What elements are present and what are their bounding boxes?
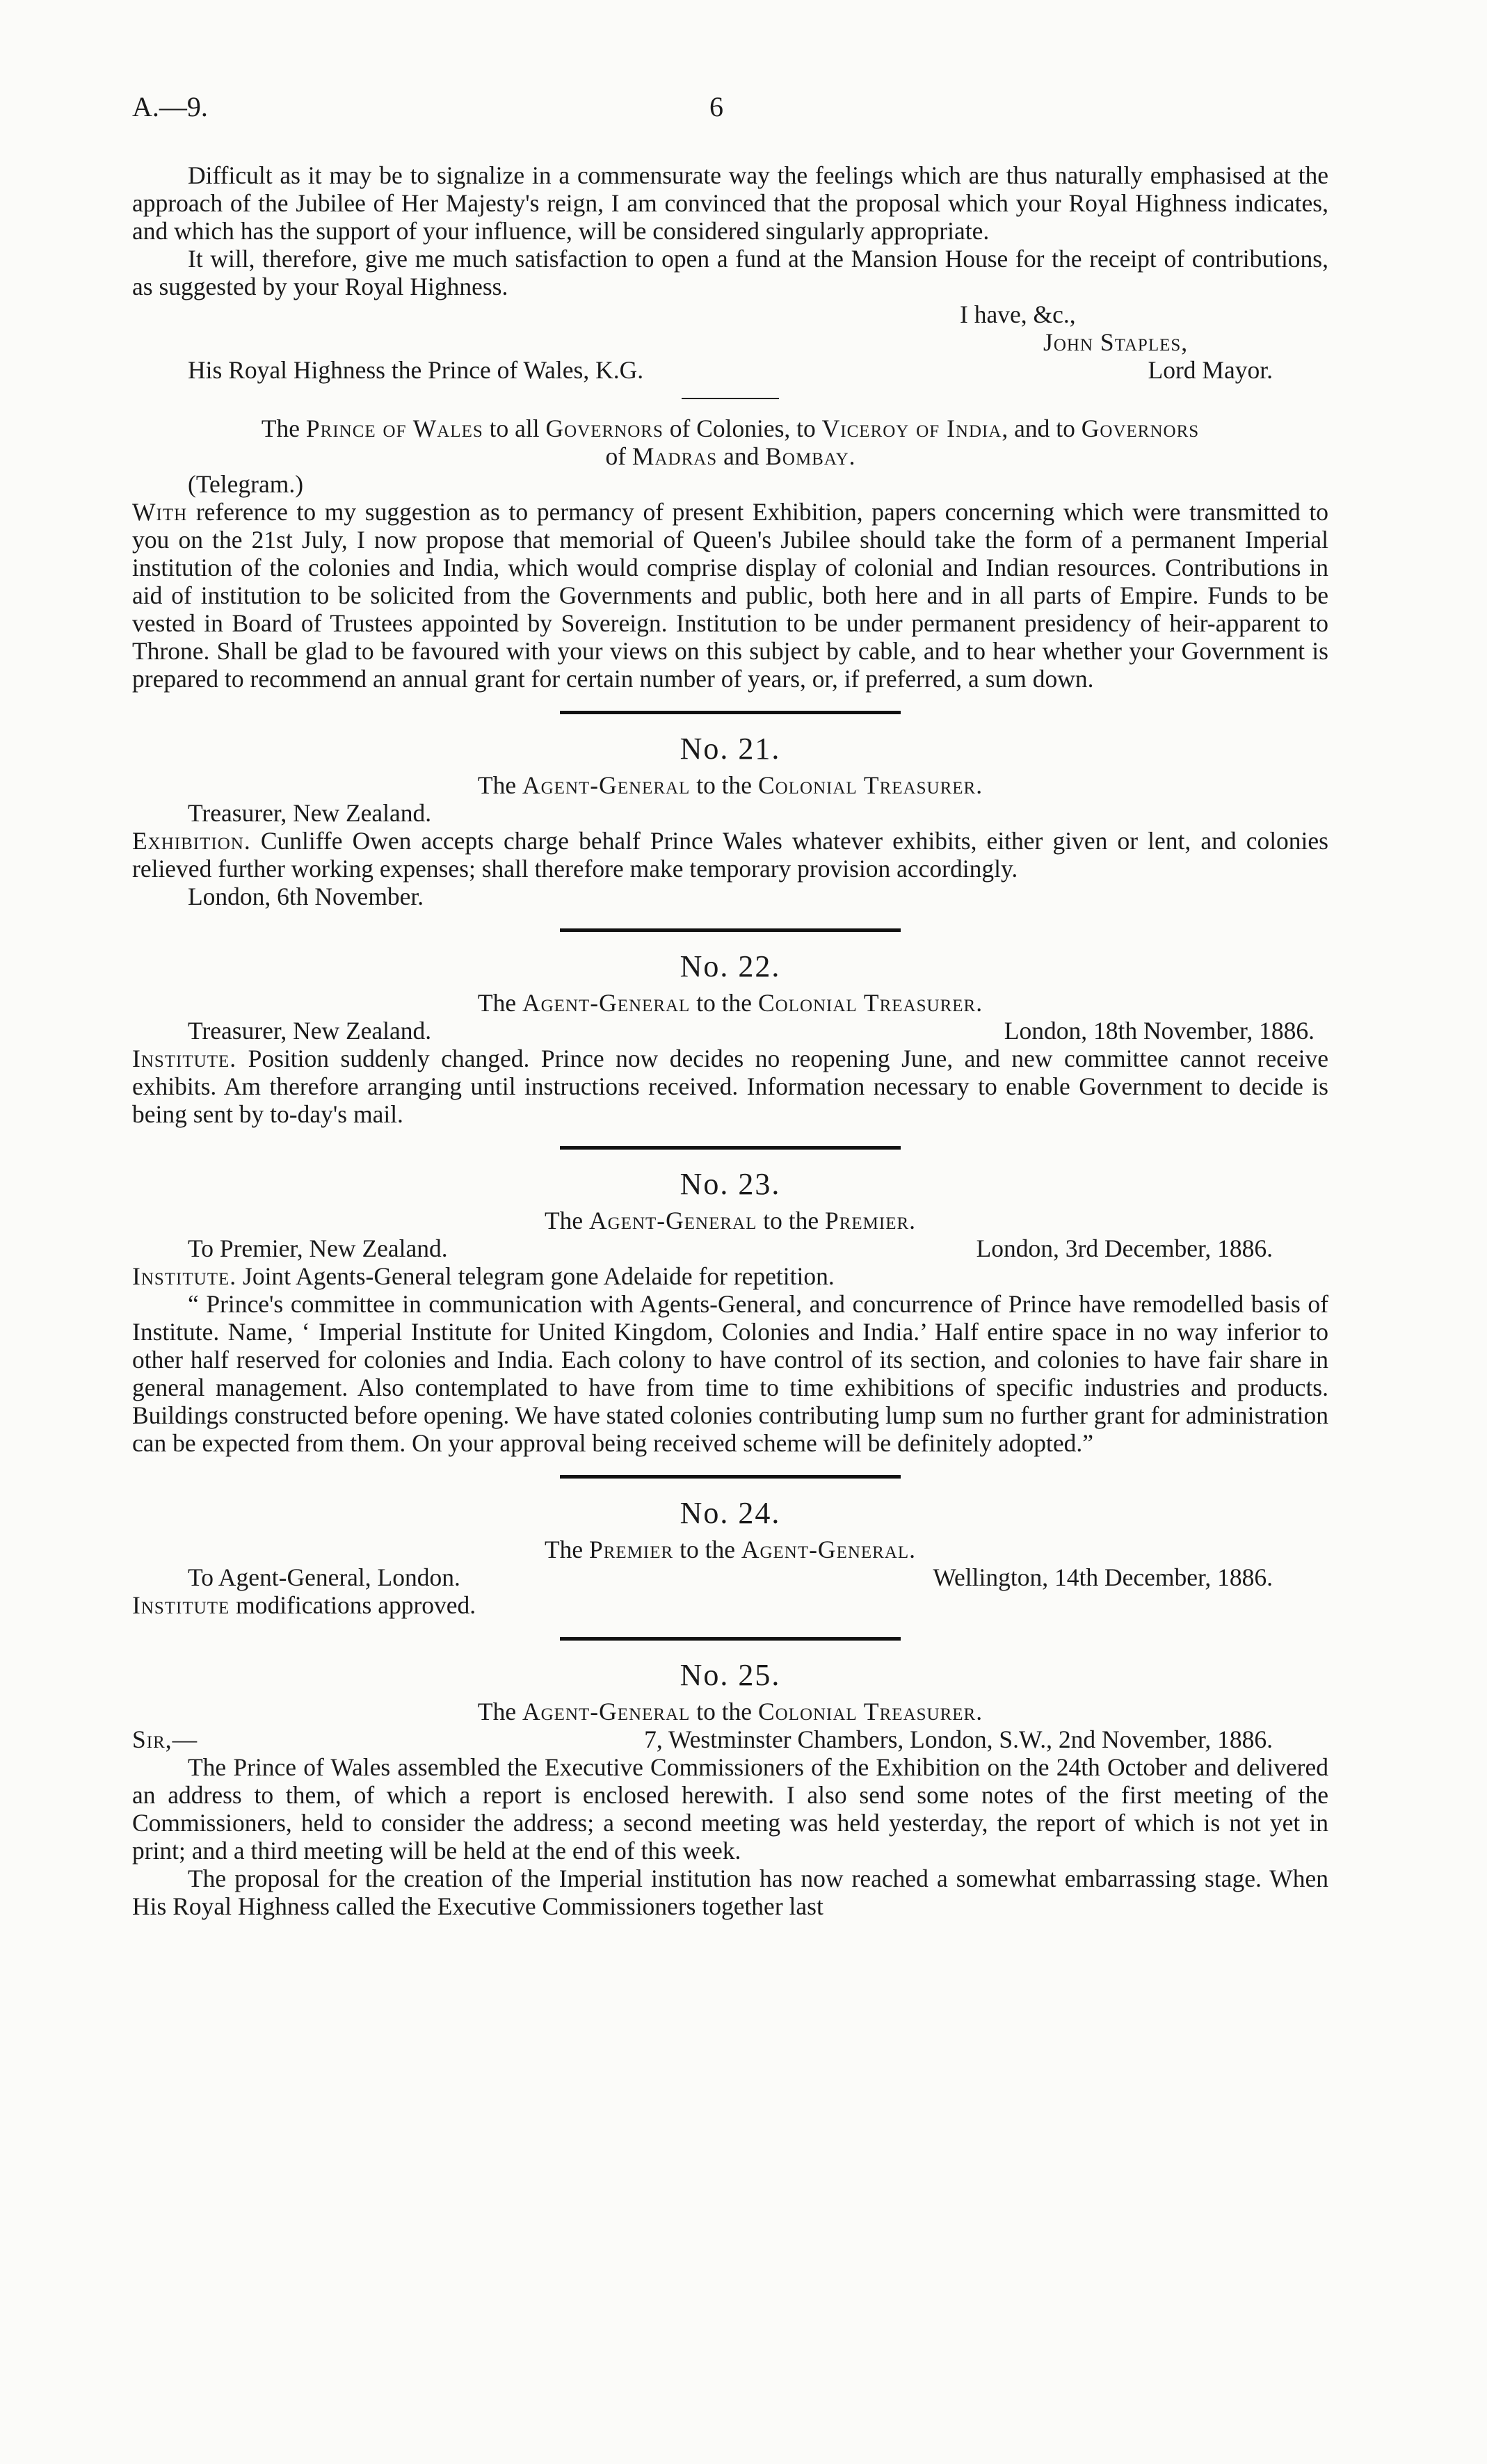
section-21-place-date: London, 6th November. xyxy=(188,883,424,910)
letter-signatory: John Staples, xyxy=(1043,328,1189,356)
page-content xyxy=(132,161,1328,1920)
letter-addressee: His Royal Highness the Prince of Wales, K.G. xyxy=(188,356,644,384)
telegram-label: (Telegram.) xyxy=(188,470,304,498)
section-25-subtitle: The Agent-General to the Colonial Treasurer. xyxy=(477,1698,983,1725)
section-23-body-1: Institute. Joint Agents-General telegram gone Adelaide for repetition. xyxy=(132,1262,835,1290)
section-24-address-row xyxy=(132,1563,1328,1591)
section-23-recipient: To Premier, New Zealand. xyxy=(188,1234,448,1262)
letter-closing: I have, &c., xyxy=(960,300,1076,328)
section-22-subtitle: The Agent-General to the Colonial Treasurer. xyxy=(477,989,983,1017)
telegram-body: With reference to my suggestion as to permancy of present Exhibition, papers concerning which were transmitted to you on the 21st July, I now propose that memorial of Queen's Jubilee should take the form of a permanent Imperial institution of the colonies and India, which would comprise display of colonial and Indian resources. Contributions in aid of institution to be solicited from the Governments and public, both here and in all parts of Empire. Funds to be vested in Board of Trustees appointed by Sovereign. Institution to be under permanent presidency of heir-apparent to Throne. Shall be glad to be favoured with your views on this subject by cable, and to hear whether your Government is prepared to recommend an annual grant for certain number of years, or, if preferred, a sum down. xyxy=(132,498,1328,693)
section-number-25: No. 25. xyxy=(680,1658,781,1692)
document-code: A.—9. xyxy=(132,91,208,122)
section-25-address-date: 7, Westminster Chambers, London, S.W., 2nd November, 1886. xyxy=(644,1725,1273,1753)
section-25-address-row xyxy=(132,1725,1328,1753)
section-22-body: Institute. Position suddenly changed. Prince now decides no reopening June, and new committee cannot receive exhibits. Am therefore arranging until instructions received. Information necessary to enable Government to decide is being sent by to-day's mail. xyxy=(132,1045,1328,1128)
section-21-recipient: Treasurer, New Zealand. xyxy=(188,799,432,827)
section-divider xyxy=(560,1475,901,1479)
section-23-subtitle: The Agent-General to the Premier. xyxy=(544,1207,917,1234)
section-25-salutation: Sir,— xyxy=(132,1725,198,1753)
telegram-heading-line2: of Madras and Bombay. xyxy=(605,442,855,470)
section-divider xyxy=(560,711,901,714)
section-divider xyxy=(560,1146,901,1150)
section-21-body: Exhibition. Cunliffe Owen accepts charge behalf Prince Wales whatever exhibits, either given or lent, and colonies relieved further working expenses; shall therefore make temporary provision accordingly. xyxy=(132,827,1328,883)
section-24-recipient: To Agent-General, London. xyxy=(188,1563,460,1591)
letter-paragraph-1: Difficult as it may be to signalize in a commensurate way the feelings which are thus naturally emphasised at the approach of the Jubilee of Her Majesty's reign, I am convinced that the proposal which your Royal Highness indicates, and which has the support of your influence, will be considered singularly appropriate. xyxy=(132,161,1328,245)
section-number-24: No. 24. xyxy=(680,1496,781,1530)
section-22-recipient: Treasurer, New Zealand. xyxy=(188,1017,432,1045)
section-25-paragraph-1: The Prince of Wales assembled the Executive Commissioners of the Exhibition on the 24th October and delivered an address to them, of which a report is enclosed herewith. I also send some notes of the first meeting of the Commissioners, held to consider the address; a second meeting was held yesterday, the report of which is not yet in print; and a third meeting will be held at the end of this week. xyxy=(132,1753,1328,1865)
section-22-place-date: London, 18th November, 1886. xyxy=(1004,1017,1315,1045)
section-24-subtitle: The Premier to the Agent-General. xyxy=(544,1536,917,1563)
letter-paragraph-2: It will, therefore, give me much satisfaction to open a fund at the Mansion House for the receipt of contributions, as suggested by your Royal Highness. xyxy=(132,245,1328,300)
section-number-21: No. 21. xyxy=(680,732,781,766)
letter-footer-row xyxy=(132,356,1328,384)
section-number-23: No. 23. xyxy=(680,1167,781,1201)
letter-signatory-title: Lord Mayor. xyxy=(1148,356,1273,384)
section-21-subtitle: The Agent-General to the Colonial Treasurer. xyxy=(477,771,983,799)
section-24-body: Institute modifications approved. xyxy=(132,1591,476,1619)
page-header xyxy=(132,90,1355,132)
section-divider xyxy=(560,1637,901,1641)
section-22-address-row xyxy=(132,1017,1328,1045)
telegram-heading: The Prince of Wales to all Governors of Colonies, to Viceroy of India, and to Governors xyxy=(261,414,1200,442)
section-24-place-date: Wellington, 14th December, 1886. xyxy=(933,1563,1273,1591)
section-23-address-row xyxy=(132,1234,1328,1262)
section-25-paragraph-2: The proposal for the creation of the Imperial institution has now reached a somewhat embarrassing stage. When His Royal Highness called the Executive Commissioners together last xyxy=(132,1865,1328,1920)
page-number: 6 xyxy=(709,91,723,122)
section-divider xyxy=(560,928,901,932)
section-23-body-2: “ Prince's committee in communication with Agents-General, and concurrence of Prince have remodelled basis of Institute. Name, ‘ Imperial Institute for United Kingdom, Colonies and India.’ Half entire space in no way inferior to other half reserved for colonies and India. Each colony to have control of its section, and colonies to have fair share in general management. Also contemplated to have from time to time exhibitions of specific industries and products. Buildings constructed before opening. We have stated colonies contributing lump sum no further grant for administration can be expected from them. On your approval being received scheme will be definitely adopted.” xyxy=(132,1290,1328,1457)
section-number-22: No. 22. xyxy=(680,949,781,983)
short-divider xyxy=(682,398,779,399)
section-23-place-date: London, 3rd December, 1886. xyxy=(976,1234,1273,1262)
